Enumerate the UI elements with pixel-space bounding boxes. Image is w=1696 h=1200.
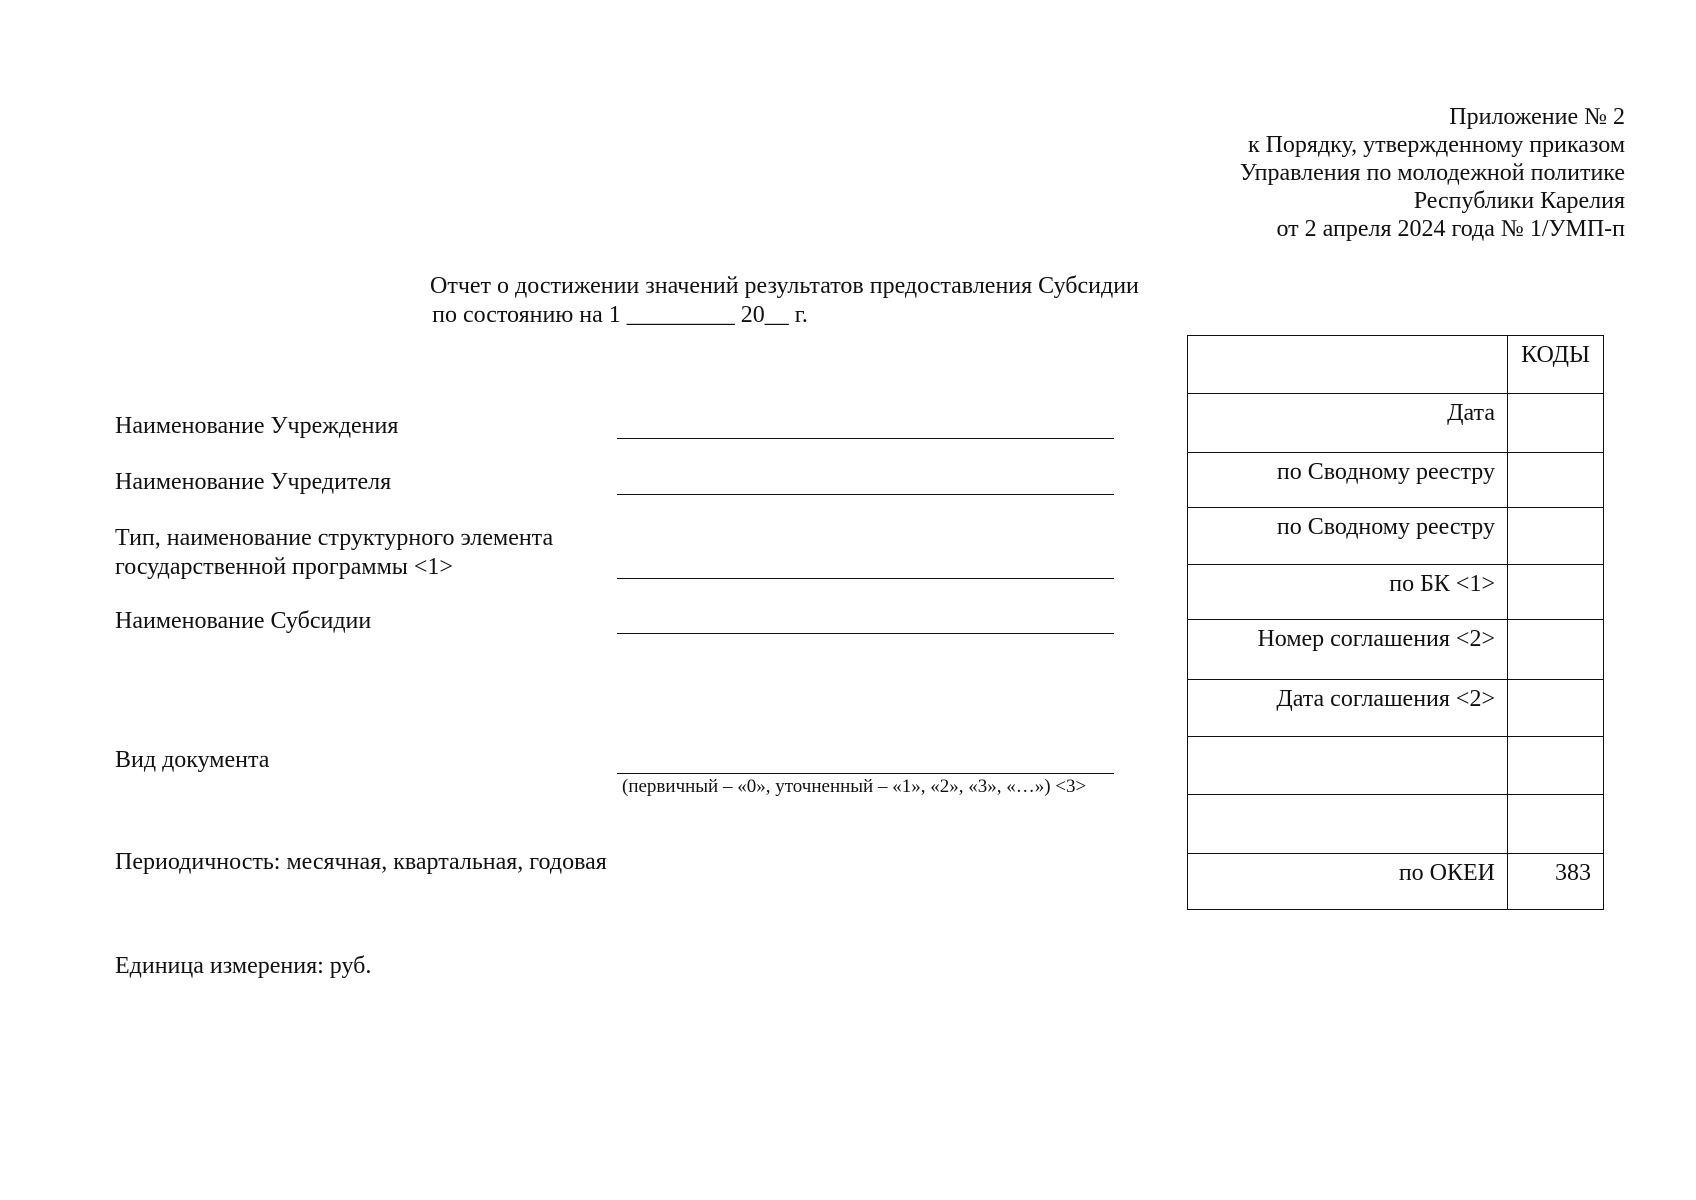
codes-caption-date: Дата: [1188, 394, 1508, 453]
codes-value-agreement-date[interactable]: [1508, 680, 1604, 737]
institution-field-line[interactable]: [617, 438, 1114, 439]
codes-caption-empty-2: [1188, 795, 1508, 854]
codes-row: [1188, 680, 1604, 737]
codes-header-caption-cell: [1188, 336, 1508, 394]
codes-value-registry-2[interactable]: [1508, 508, 1604, 565]
codes-caption-empty-1: [1188, 737, 1508, 795]
codes-row: [1188, 737, 1604, 795]
codes-row: [1188, 565, 1604, 620]
codes-caption-registry-2: по Сводному реестру: [1188, 508, 1508, 565]
report-title-line-2: по состоянию на 1 _________ 20__ г.: [432, 302, 808, 328]
codes-caption-okei: по ОКЕИ: [1188, 854, 1508, 910]
doc-type-hint: (первичный – «0», уточненный – «1», «2», «3», «…») <3>: [622, 776, 1087, 797]
appendix-header: [1100, 103, 1625, 243]
codes-value-registry-1[interactable]: [1508, 453, 1604, 508]
unit-label: Единица измерения: руб.: [115, 953, 372, 979]
codes-row: [1188, 854, 1604, 910]
codes-value-bk[interactable]: [1508, 565, 1604, 620]
appendix-line-5: от 2 апреля 2024 года № 1/УМП-п: [1276, 216, 1625, 242]
codes-value-okei[interactable]: 383: [1508, 854, 1604, 910]
codes-value-empty-2[interactable]: [1508, 795, 1604, 854]
codes-caption-registry-1: по Сводному реестру: [1188, 453, 1508, 508]
appendix-line-2: к Порядку, утвержденному приказом: [1247, 132, 1625, 158]
appendix-line-4: Республики Карелия: [1413, 188, 1625, 214]
subsidy-field-line[interactable]: [617, 633, 1114, 634]
codes-row: [1188, 508, 1604, 565]
doc-type-label: Вид документа: [115, 747, 270, 773]
codes-header-row: [1188, 336, 1604, 394]
codes-caption-bk: по БК <1>: [1188, 565, 1508, 620]
program-label-line-2: государственной программы <1>: [115, 554, 453, 580]
program-field-line[interactable]: [617, 578, 1114, 579]
report-title-line-1: Отчет о достижении значений результатов предоставления Субсидии: [430, 273, 1139, 299]
codes-row: [1188, 620, 1604, 680]
codes-table: [1187, 335, 1604, 910]
codes-value-empty-1[interactable]: [1508, 737, 1604, 795]
codes-header-cell: КОДЫ: [1508, 336, 1604, 394]
founder-field-line[interactable]: [617, 494, 1114, 495]
codes-caption-agreement-number: Номер соглашения <2>: [1188, 620, 1508, 680]
codes-row: [1188, 394, 1604, 453]
appendix-line-1: Приложение № 2: [1449, 104, 1625, 130]
codes-value-agreement-number[interactable]: [1508, 620, 1604, 680]
codes-row: [1188, 453, 1604, 508]
codes-caption-agreement-date: Дата соглашения <2>: [1188, 680, 1508, 737]
program-label-line-1: Тип, наименование структурного элемента: [115, 525, 554, 551]
appendix-line-3: Управления по молодежной политике: [1239, 160, 1625, 186]
founder-label: Наименование Учредителя: [115, 469, 392, 495]
codes-row: [1188, 795, 1604, 854]
doc-type-field-line[interactable]: [617, 773, 1114, 774]
subsidy-label: Наименование Субсидии: [115, 608, 372, 634]
report-title: [430, 272, 1139, 330]
periodicity-label: Периодичность: месячная, квартальная, годовая: [115, 849, 607, 875]
institution-label: Наименование Учреждения: [115, 413, 399, 439]
codes-value-date[interactable]: [1508, 394, 1604, 453]
